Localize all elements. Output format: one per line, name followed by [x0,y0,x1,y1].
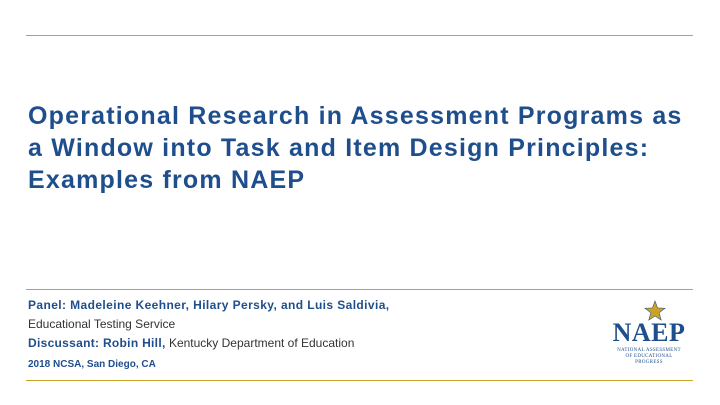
panel-names: Panel: Madeleine Keehner, Hilary Persky, and Luis Saldivia, [28,298,390,312]
discussant-name: Discussant: Robin Hill, [28,336,166,350]
discussant-organization: Kentucky Department of Education [168,336,355,350]
middle-divider [26,289,693,290]
credits-block [28,296,588,374]
slide-title: Operational Research in Assessment Programs as a Window into Task and Item Design Principles: Examples from NAEP [28,102,683,194]
discussant-line [28,334,588,353]
logo-subtitle [606,348,692,366]
event-info: 2018 NCSA, San Diego, CA [28,359,156,370]
naep-logo [606,300,692,372]
logo-subtitle-line-2: OF EDUCATIONAL [625,354,673,359]
top-divider [26,35,693,36]
logo-wordmark: NAEP [612,318,686,347]
panel-organization: Educational Testing Service [28,317,176,331]
bottom-divider [26,380,693,381]
logo-subtitle-line-3: PROGRESS [635,360,663,365]
logo-subtitle-line-1: NATIONAL ASSESSMENT [617,348,681,353]
